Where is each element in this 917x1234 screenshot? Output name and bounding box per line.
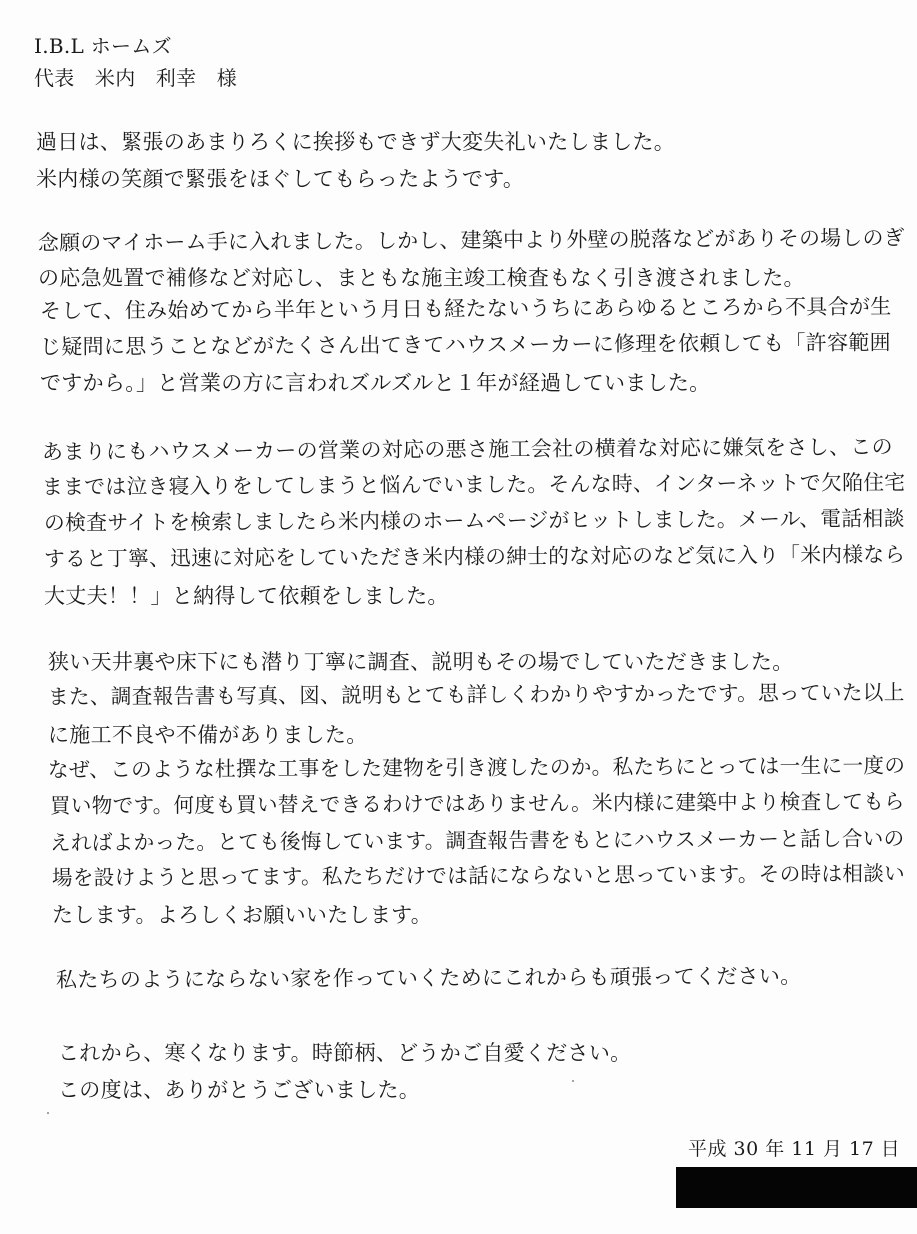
letter-line: これから、寒くなります。時節柄、どうかご自愛ください。 (58, 1041, 632, 1065)
letter-line: の応急処置で補修など対応し、まともな施主竣工検査もなく引き渡されました。 (38, 266, 805, 290)
letter-line: えればよかった。とても後悔しています。調査報告書をもとにハウスメーカーと話し合いの (49, 826, 905, 855)
redacted-signature-block (676, 1167, 917, 1208)
letter-line: 念願のマイホーム手に入れました。しかし、建築中より外壁の脱落などがありその場しのぎ (37, 225, 905, 255)
letter-line: 過日は、緊張のあまりろくに挨拶もできず大変失礼いたしました。 (36, 130, 675, 154)
scan-speck (47, 1112, 49, 1114)
letter-line: に施工不良や不備がありました。 (48, 723, 368, 747)
letter-line: じ疑問に思うことなどがたくさん出てきてハウスメーカーに修理を依頼しても「許容範囲 (39, 330, 892, 359)
letter-line: 私たちのようにならない家を作っていくためにこれからも頑張ってください。 (55, 964, 802, 992)
letter-line: あまりにもハウスメーカーの営業の対応の悪さ施工会社の横着な対応に嫌気をさし、この (41, 434, 894, 464)
letter-line: すると丁寧、迅速に対応をしていただき米内様の紳士的な対応のなど気に入り「米内様なら (43, 542, 906, 571)
letter-line: 米内様の笑顔で緊張をほぐしてもらったようです。 (36, 167, 525, 191)
letter-line: の検査サイトを検索しましたら米内様のホームページがヒットしました。メール、電話相談 (43, 506, 905, 535)
letter-line: 大丈夫！！」と納得して依頼をしました。 (44, 584, 449, 608)
letter-line: ですから。」と営業の方に言われズルズルと１年が経過していました。 (40, 371, 711, 395)
letter-line: ままでは泣き寝入りをしてしまうと悩んでいました。そんな時、インターネットで欠陥住宅 (41, 470, 906, 499)
letter-line: 買い物です。何度も買い替えできるわけではありません。米内様に建築中より検査してもら (49, 789, 905, 818)
letter-line: 狭い天井裏や床下にも潜り丁寧に調査、説明もその場でしていただきました。 (48, 650, 794, 674)
letter-line: そして、住み始めてから半年という月日も経たないうちにあらゆるところから不具合が生 (39, 294, 892, 323)
recipient-name: 代表 米内 利幸 様 (34, 66, 237, 90)
recipient-company: I.B.L ホームズ (34, 34, 172, 58)
letter-line: 場を設けようと思ってます。私たちだけでは話にならないと思っています。その時は相談い (51, 861, 906, 890)
letter-date: 平成 30 年 11 月 17 日 (688, 1138, 901, 1160)
letter-line: なぜ、このような杜撰な工事をした建物を引き渡したのか。私たちにとっては一生に一度の (47, 753, 906, 782)
letter-line: この度は、ありがとうございました。 (58, 1078, 421, 1102)
letter-line: また、調査報告書も写真、図、説明もとても詳しくわかりやすかったです。思っていた以上 (47, 680, 905, 709)
letter-line: たします。よろしくお願いいたします。 (52, 903, 433, 927)
scan-speck (572, 1080, 574, 1082)
